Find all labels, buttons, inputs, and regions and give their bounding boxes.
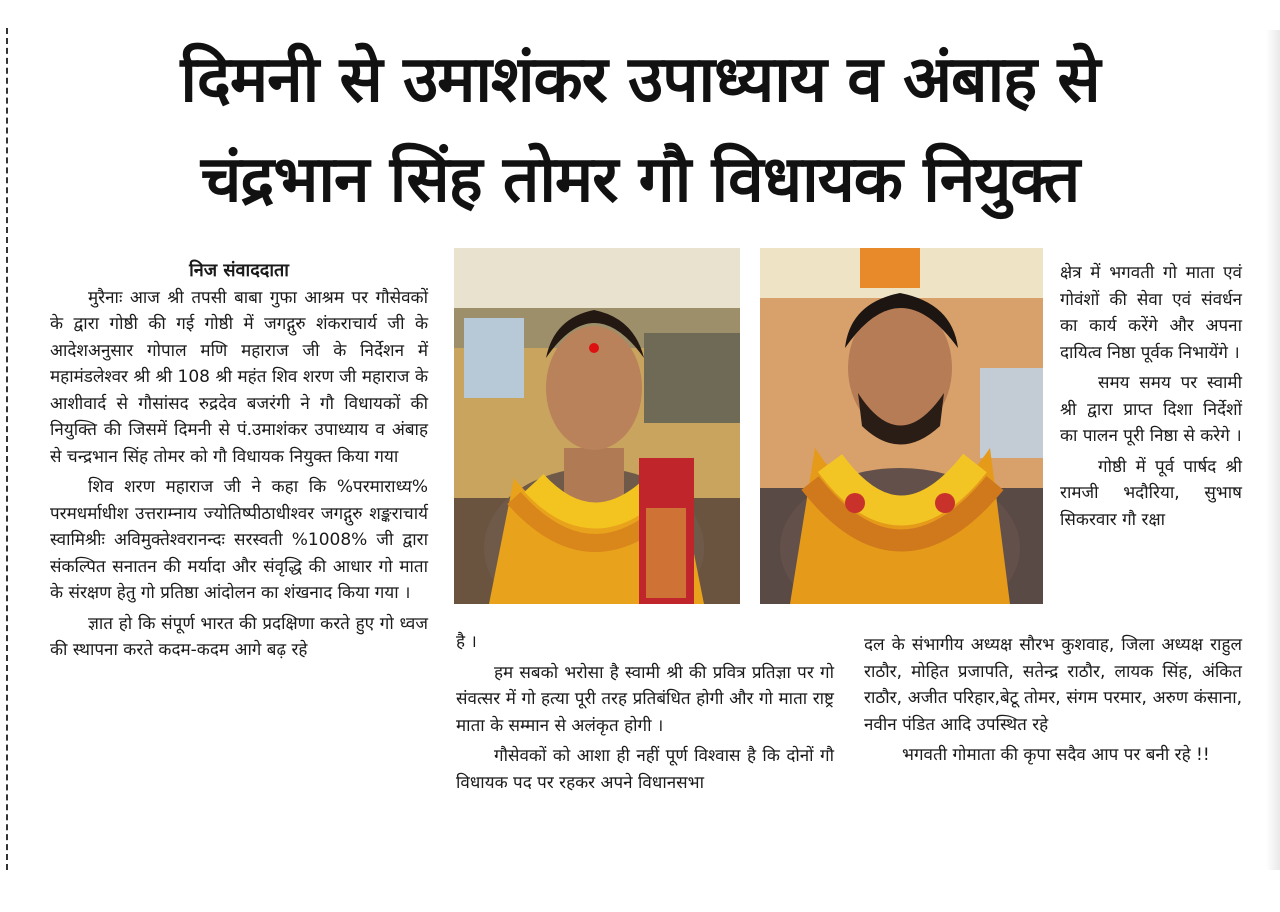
paragraph: भगवती गोमाता की कृपा सदैव आप पर बनी रहे !!: [902, 745, 1210, 765]
article-column-4: [864, 632, 1242, 769]
article-column-1: [50, 258, 428, 664]
dashed-cut-line: [6, 28, 8, 870]
paragraph: है ।: [456, 632, 477, 652]
portrait-with-garland-photo: [454, 248, 740, 604]
portrait-with-garland-photo: [760, 248, 1043, 604]
paragraph: समय समय पर स्वामी श्री द्वारा प्राप्त दिशा निर्देशों का पालन पूरी निष्ठा से करेगे ।: [1060, 373, 1242, 446]
article-column-3: [1060, 260, 1242, 533]
photo-umashankar: [454, 248, 740, 604]
paragraph: मुरैनाः आज श्री तपसी बाबा गुफा आश्रम पर गौसेवकों के द्वारा गोष्ठी की गई गोष्ठी में जगद्गुरु शंकराचार्य जी के आदेशअनुसार गोपाल मणि महाराज जी के निर्देशन में महामंडलेश्वर श्री श्री 108 श्री महंत शिव शरण जी महाराज के आशीवार्द से गौसांसद रुद्रदेव बजरंगी ने गौ विधायकों की नियुक्ति की जिसमें दिमनी से पं.उमाशंकर उपाध्याय व अंबाह से चन्द्रभान सिंह तोमर को गौ विधायक नियुक्त किया गया: [50, 287, 428, 467]
paragraph: शिव शरण महाराज जी ने कहा कि %परमाराध्य% परमधर्माधीश उत्तराम्नाय ज्योतिष्पीठाधीश्वर जगद्गुरु शङ्कराचार्य स्वामिश्रीः अविमुक्तेश्वरानन्दः सरस्वती %1008% जी द्वारा संकल्पित सनातन की मर्यादा और संवृद्धि की आधार गो माता के संरक्षण हेतु गो प्रतिष्ठा आंदोलन का शंखनाद किया गया ।: [50, 477, 428, 603]
paragraph: गौसेवकों को आशा ही नहीं पूर्ण विश्वास है कि दोनों गौ विधायक पद पर रहकर अपने विधानसभा: [456, 746, 834, 793]
photo-chandrabhan: [760, 248, 1043, 604]
byline: निज संवाददाता: [189, 260, 289, 281]
paragraph: ज्ञात हो कि संपूर्ण भारत की प्रदक्षिणा करते हुए गो ध्वज की स्थापना करते कदम-कदम आगे बढ़ रहे: [50, 613, 428, 660]
article-column-2: [456, 629, 834, 796]
paragraph: गोष्ठी में पूर्व पार्षद श्री रामजी भदौरिया, सुभाष सिकरवार गौ रक्षा: [1060, 456, 1242, 530]
page-edge-shadow: [1266, 30, 1280, 870]
headline-line-2: चंद्रभान सिंह तोमर गौ विधायक नियुक्त: [200, 143, 1080, 217]
headline-line-1: दिमनी से उमाशंकर उपाध्याय व अंबाह से: [180, 43, 1100, 117]
paragraph: दल के संभागीय अध्यक्ष सौरभ कुशवाह, जिला अध्यक्ष राहुल राठौर, मोहित प्रजापति, सतेन्द्र राठौर, लायक सिंह, अंकित राठौर, अजीत परिहार,बेटू तोमर, संगम परमार, अरुण कंसाना, नवीन पंडित आदि उपस्थित रहे: [864, 635, 1242, 735]
paragraph: हम सबको भरोसा है स्वामी श्री की प्रवित्र प्रतिज्ञा पर गो संवत्सर में गो हत्या पूरी तरह प्रतिबंधित होगी और गो माता राष्ट्र माता के सम्मान से अलंकृत होगी ।: [456, 662, 834, 736]
paragraph: क्षेत्र में भगवती गो माता एवं गोवंशों की सेवा एवं संवर्धन का कार्य करेंगे और अपना दायित्व निष्ठा पूर्वक निभायेंगे ।: [1060, 263, 1242, 363]
